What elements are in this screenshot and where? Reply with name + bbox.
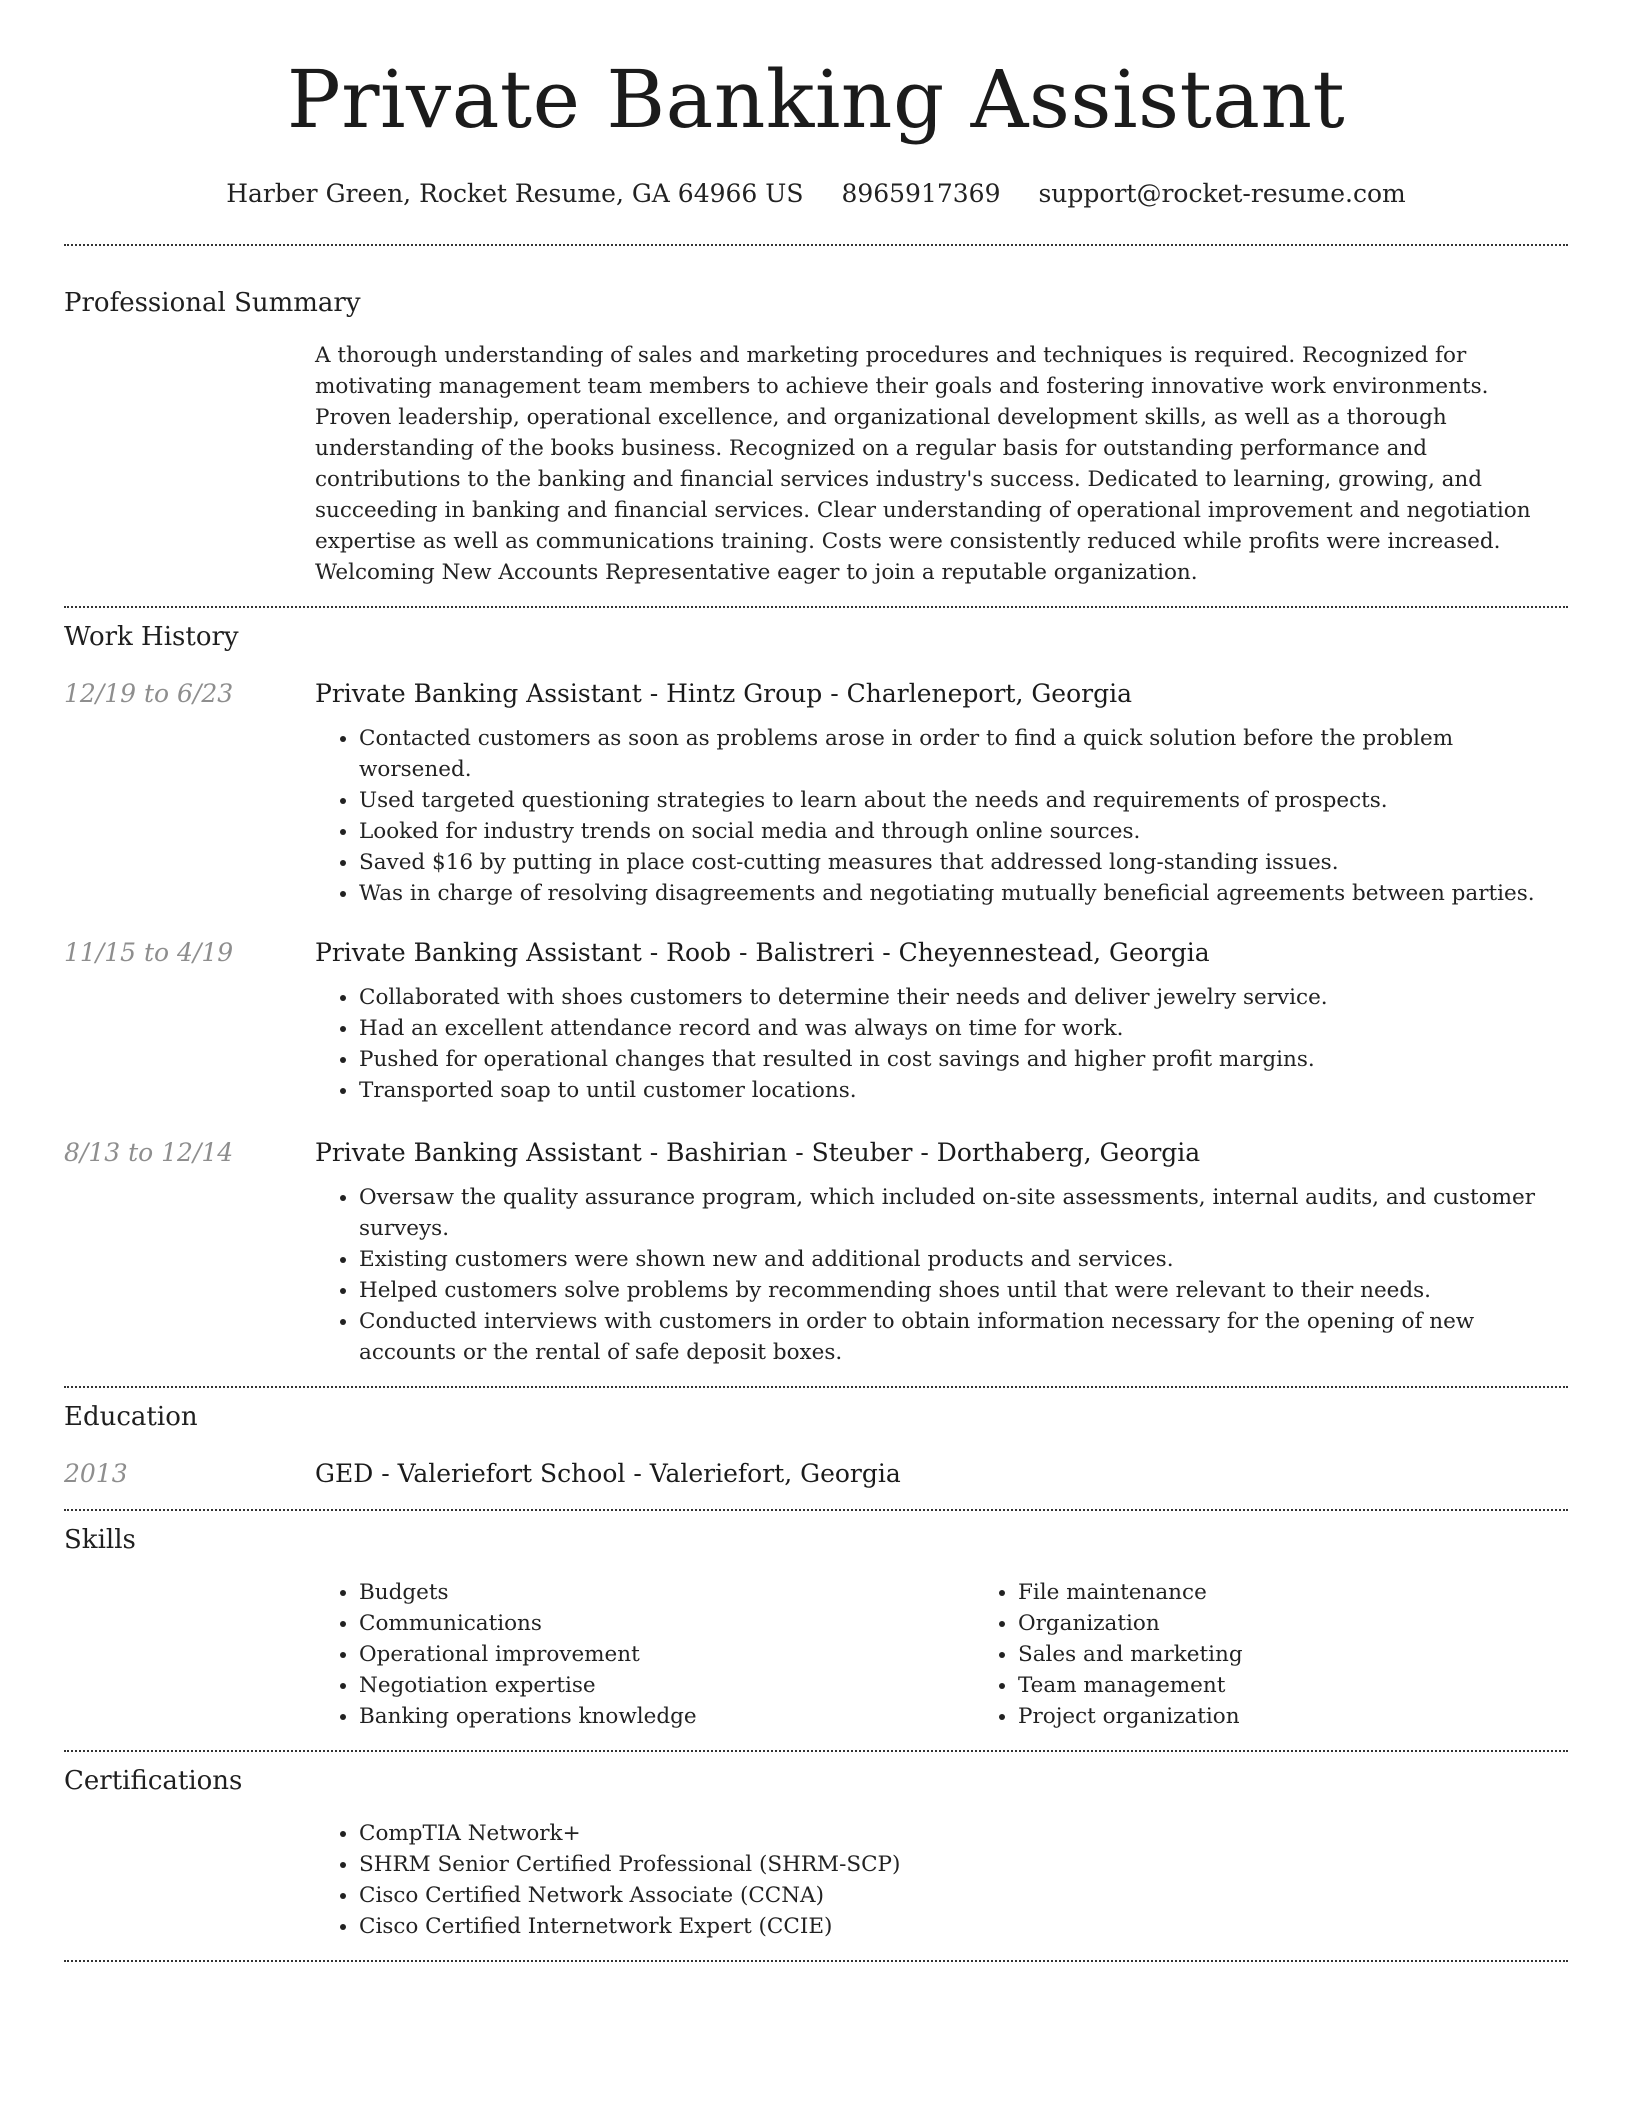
education-entry: GED - Valeriefort School - Valeriefort, Georgia bbox=[315, 1459, 901, 1488]
skills-section bbox=[0, 1511, 1632, 1732]
job-heading: Private Banking Assistant - Bashirian - Steuber - Dorthaberg, Georgia bbox=[315, 1138, 1201, 1167]
job-bullets bbox=[315, 982, 1568, 1106]
contact-line bbox=[0, 178, 1632, 210]
list-item: • Had an excellent attendance record and was always on time for work. bbox=[359, 1013, 1568, 1044]
list-item: • Budgets bbox=[359, 1577, 974, 1608]
list-item: • Pushed for operational changes that resulted in cost savings and higher profit margins. bbox=[359, 1044, 1568, 1075]
list-item: • File maintenance bbox=[1018, 1577, 1632, 1608]
job-heading: Private Banking Assistant - Hintz Group - Charleneport, Georgia bbox=[315, 679, 1133, 708]
job-dates: 11/15 to 4/19 bbox=[64, 938, 234, 967]
job-dates: 8/13 to 12/14 bbox=[64, 1138, 234, 1167]
contact-email: support@rocket-resume.com bbox=[1038, 179, 1406, 208]
summary-text: A thorough understanding of sales and marketing procedures and techniques is required. Recognized for motivating management team members to achieve their goals and fostering innovative work environments. Proven leadership, operational excellence, and organizational development skills, as well as a thorough understanding of the books business. Recognized on a regular basis for outstanding performance and contributions to the banking and financial services industry's success. Dedicated to learning, growing, and succeeding in banking and financial services. Clear understanding of operational improvement and negotiation expertise as well as communications training. Costs were consistently reduced while profits were increased. Welcoming New Accounts Representative eager to join a reputable organization. bbox=[315, 343, 1531, 585]
list-item: • Contacted customers as soon as problems arose in order to find a quick solution before the problem worsened. bbox=[359, 723, 1568, 785]
list-item: • Banking operations knowledge bbox=[359, 1701, 974, 1732]
list-item: • Used targeted questioning strategies to learn about the needs and requirements of prospects. bbox=[359, 785, 1568, 816]
education-section bbox=[0, 1388, 1632, 1491]
list-item: • Negotiation expertise bbox=[359, 1670, 974, 1701]
education-year: 2013 bbox=[64, 1459, 128, 1488]
list-item: • Looked for industry trends on social media and through online sources. bbox=[359, 816, 1568, 847]
section-title-summary: Professional Summary bbox=[64, 288, 361, 318]
list-item: • Was in charge of resolving disagreements and negotiating mutually beneficial agreements between parties. bbox=[359, 878, 1568, 909]
section-title-certifications: Certifications bbox=[64, 1766, 243, 1796]
list-item: • Cisco Certified Internetwork Expert (CCIE) bbox=[359, 1911, 1568, 1942]
list-item: • Collaborated with shoes customers to determine their needs and deliver jewelry service. bbox=[359, 982, 1568, 1013]
list-item: • Project organization bbox=[1018, 1701, 1632, 1732]
list-item: • Organization bbox=[1018, 1608, 1632, 1639]
section-title-education: Education bbox=[64, 1402, 198, 1432]
section-title-work: Work History bbox=[64, 622, 239, 652]
divider bbox=[64, 1960, 1568, 1962]
job-bullets bbox=[315, 1182, 1568, 1368]
job-heading: Private Banking Assistant - Roob - Balistreri - Cheyennestead, Georgia bbox=[315, 938, 1210, 967]
job-dates: 12/19 to 6/23 bbox=[64, 679, 234, 708]
list-item: • Cisco Certified Network Associate (CCNA) bbox=[359, 1880, 1568, 1911]
contact-phone: 8965917369 bbox=[841, 179, 1001, 208]
contact-address: Harber Green, Rocket Resume, GA 64966 US bbox=[226, 179, 804, 208]
job-entry bbox=[64, 936, 1568, 1106]
job-entry bbox=[64, 677, 1568, 909]
resume-header bbox=[0, 0, 1632, 210]
candidate-name: Private Banking Assistant bbox=[286, 53, 1346, 146]
list-item: • Operational improvement bbox=[359, 1639, 974, 1670]
summary-section bbox=[0, 246, 1632, 588]
list-item: • Existing customers were shown new and additional products and services. bbox=[359, 1244, 1568, 1275]
list-item: • CompTIA Network+ bbox=[359, 1818, 1568, 1849]
section-title-skills: Skills bbox=[64, 1525, 136, 1555]
certifications-section bbox=[0, 1752, 1632, 1942]
certifications-list bbox=[315, 1818, 1568, 1942]
list-item: • SHRM Senior Certified Professional (SHRM-SCP) bbox=[359, 1849, 1568, 1880]
job-entry bbox=[64, 1136, 1568, 1368]
list-item: • Oversaw the quality assurance program, which included on-site assessments, internal audits, and customer surveys. bbox=[359, 1182, 1568, 1244]
list-item: • Team management bbox=[1018, 1670, 1632, 1701]
list-item: • Saved $16 by putting in place cost-cutting measures that addressed long-standing issues. bbox=[359, 847, 1568, 878]
job-bullets bbox=[315, 723, 1568, 909]
skills-list-right bbox=[974, 1577, 1632, 1732]
skills-list-left bbox=[315, 1577, 974, 1732]
list-item: • Sales and marketing bbox=[1018, 1639, 1632, 1670]
list-item: • Communications bbox=[359, 1608, 974, 1639]
list-item: • Transported soap to until customer locations. bbox=[359, 1075, 1568, 1106]
list-item: • Helped customers solve problems by recommending shoes until that were relevant to their needs. bbox=[359, 1275, 1568, 1306]
list-item: • Conducted interviews with customers in order to obtain information necessary for the opening of new accounts or the rental of safe deposit boxes. bbox=[359, 1306, 1568, 1368]
work-section bbox=[0, 608, 1632, 1368]
